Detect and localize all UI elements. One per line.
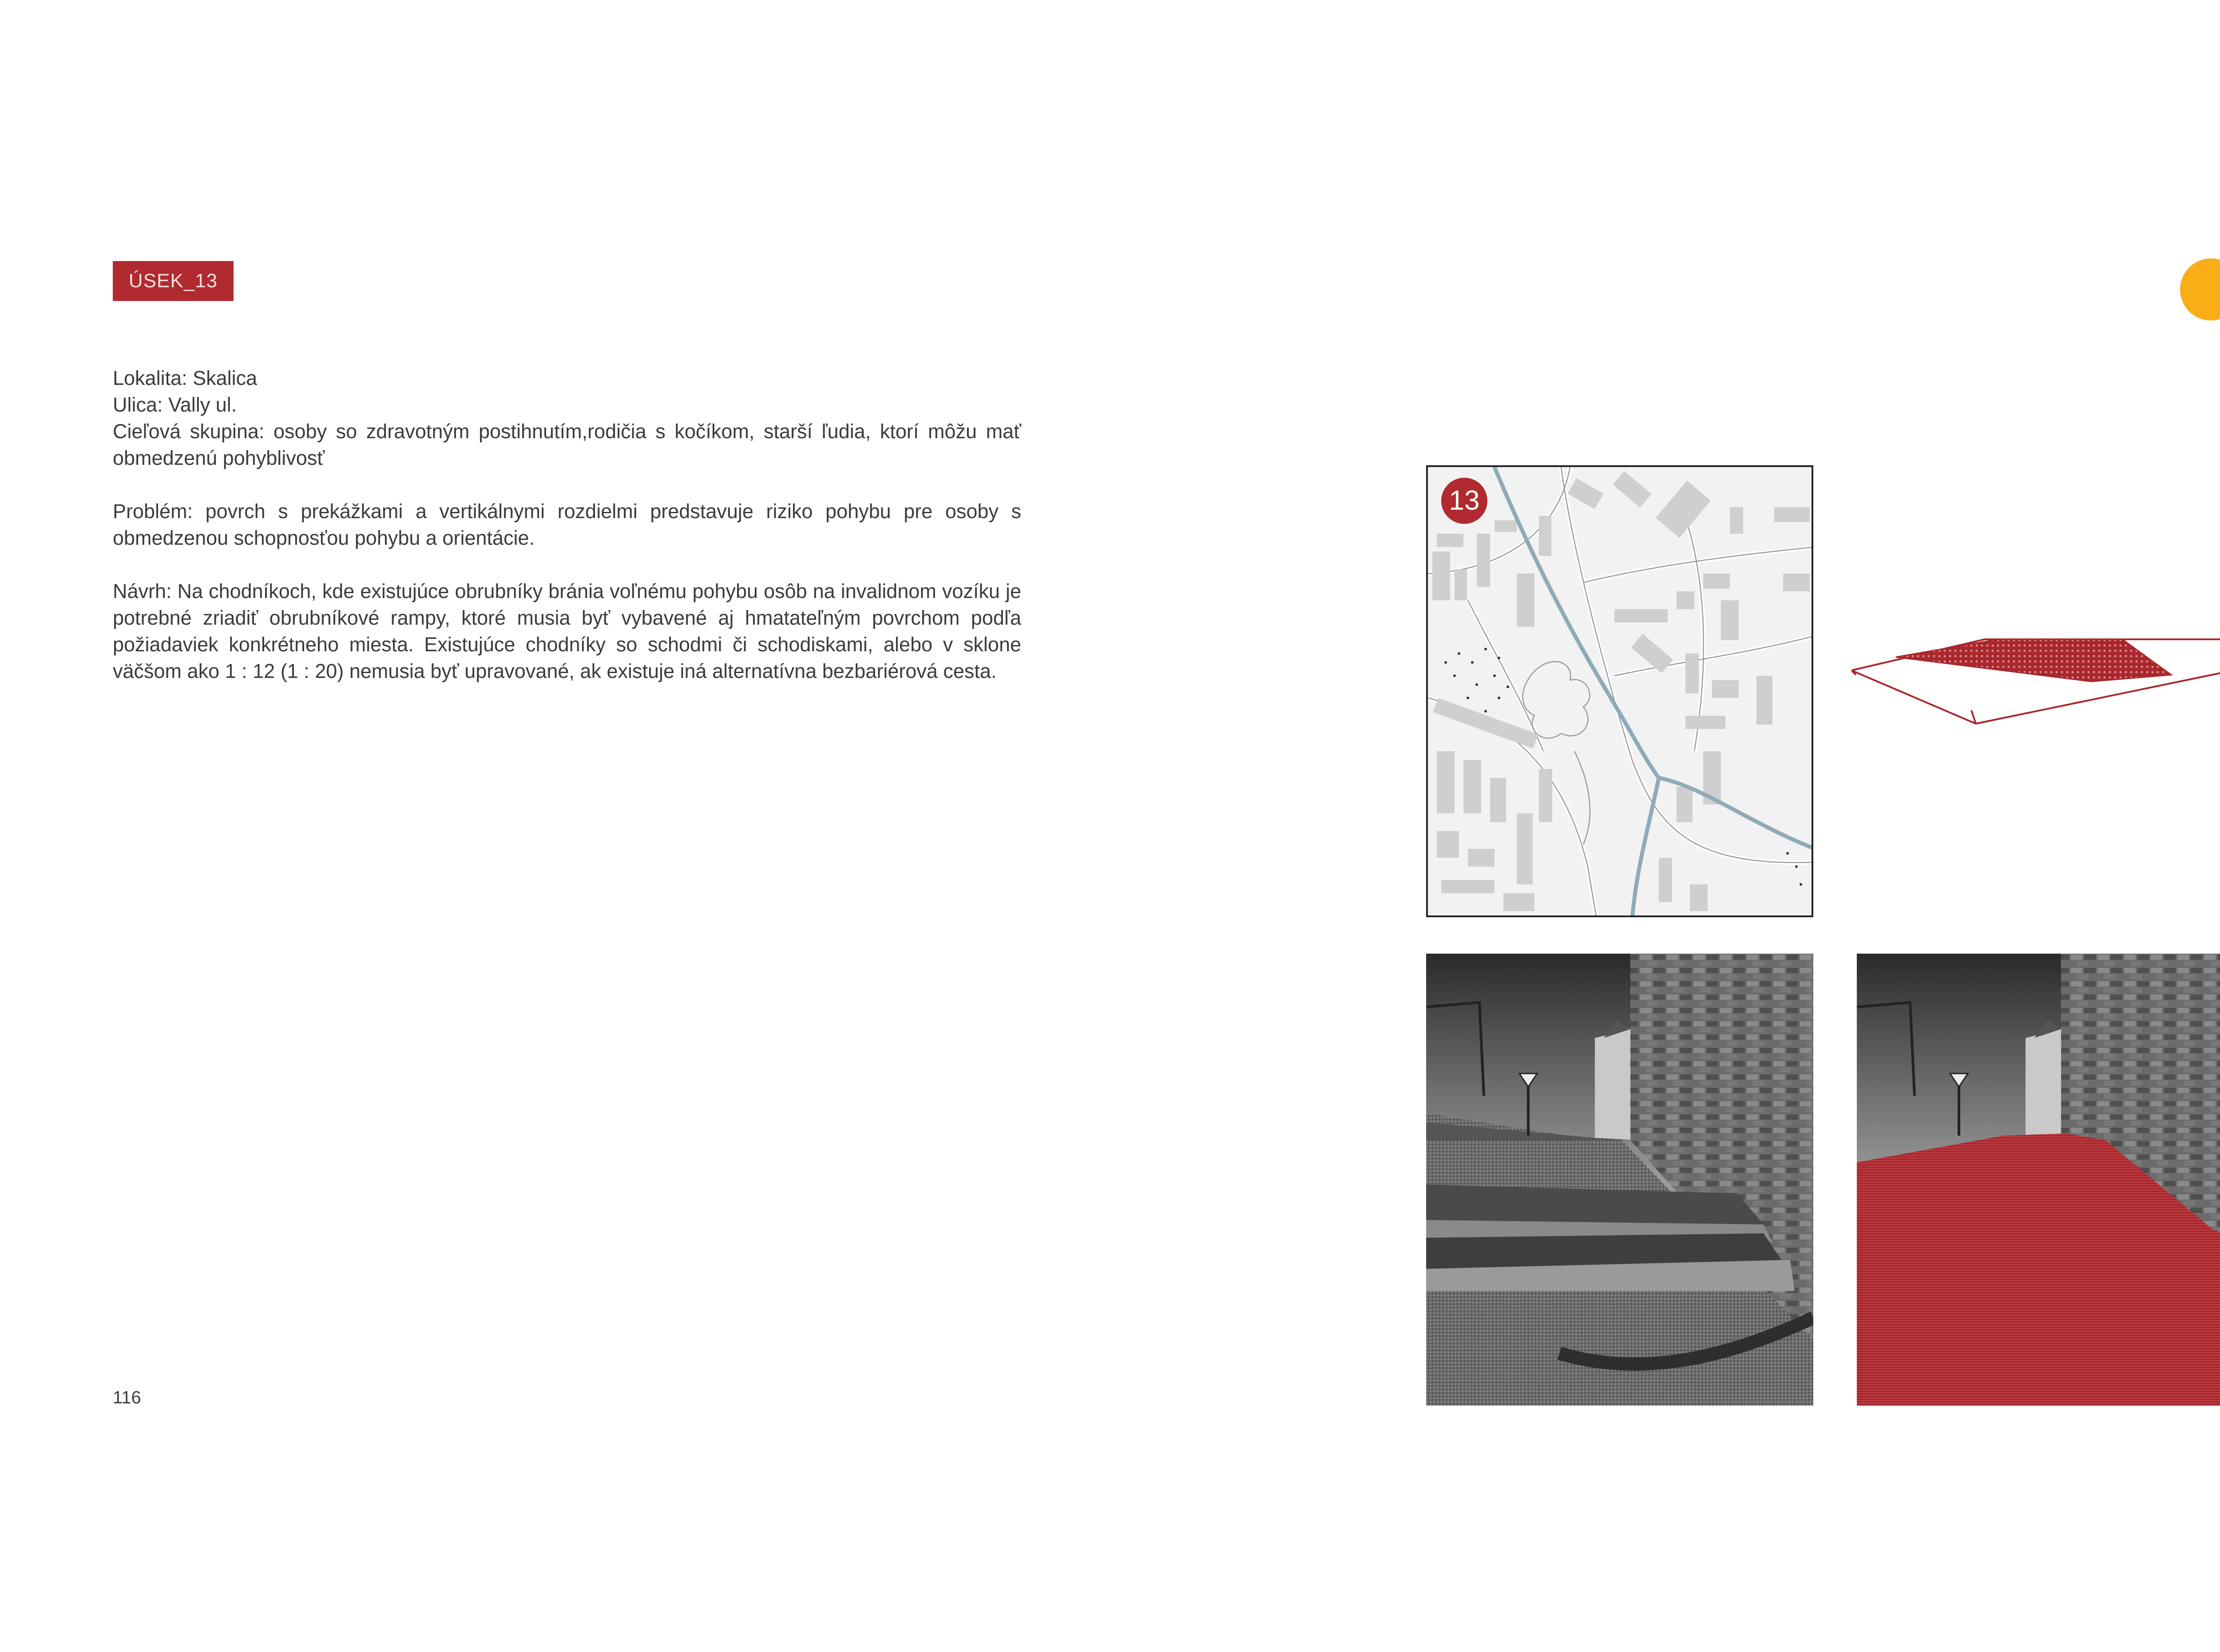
map-drawing bbox=[1428, 467, 1813, 917]
info-text-block bbox=[113, 365, 1021, 685]
location-map bbox=[1426, 465, 1813, 917]
navrh-text: Návrh: Na chodníkoch, kde existujúce obrubníky bránia voľnému pohybu osôb na invalidnom vozíku je potrebné zriadiť obrubníkové rampy, ktoré musia byť vybavené aj hmatateľným povrchom podľa požiadaviek konkrétneho miesta. Existujúce chodníky so schodmi či schodiskami, alebo v sklone väčšom ako 1 : 12 (1 : 20) nemusia byť upravované, ak existuje iná alternatívna bezbariérová cesta. bbox=[113, 580, 1021, 682]
street-photo bbox=[1426, 954, 1813, 1406]
ulica-text: Ulica: Vally ul. bbox=[113, 393, 237, 416]
page-number: 116 bbox=[113, 1388, 141, 1407]
section-label: ÚSEK_13 bbox=[113, 261, 234, 301]
ramp-diagram bbox=[1851, 622, 2220, 755]
proposal-photo bbox=[1857, 954, 2220, 1406]
cielova-skupina-text: Cieľová skupina: osoby so zdravotným postihnutím,rodičia s kočíkom, starší ľudia, ktorí môžu mať obmedzenú pohyblivosť bbox=[113, 420, 1021, 469]
yellow-marker-dot bbox=[2180, 258, 2220, 321]
lokalita-text: Lokalita: Skalica bbox=[113, 367, 258, 389]
map-location-badge: 13 bbox=[1441, 478, 1487, 524]
problem-text: Problém: povrch s prekážkami a vertikálnymi rozdielmi predstavuje riziko pohybu pre osoby s obmedzenou schopnosťou pohybu a orientácie. bbox=[113, 500, 1021, 549]
